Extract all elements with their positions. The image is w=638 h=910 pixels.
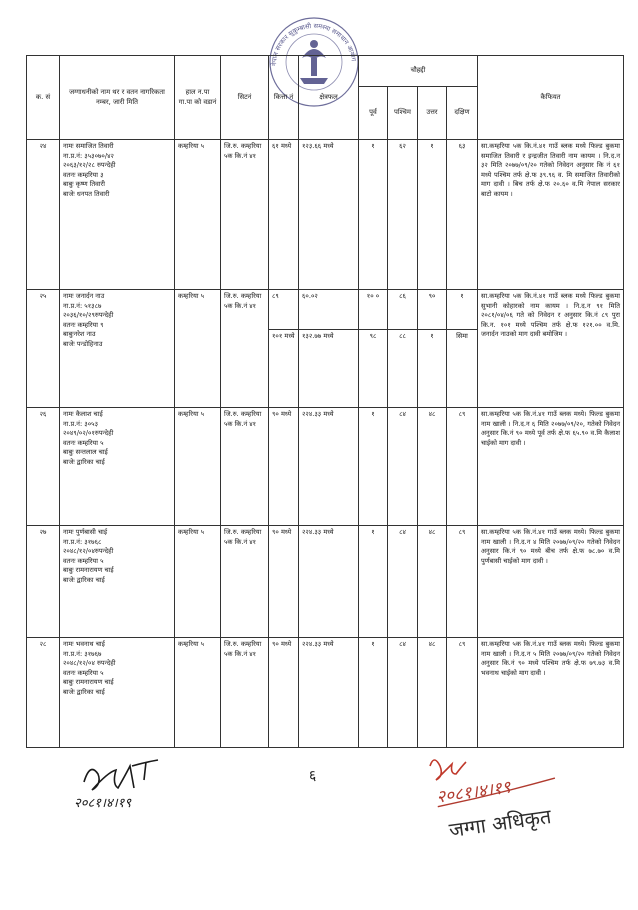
applicant-cell: [60, 638, 175, 748]
citizenship-no: ना.प्र.नं: ५१३८७: [63, 301, 102, 310]
issue-date: २०३६/१०/२९रुपन्देही: [63, 311, 114, 320]
citizenship-no: ना.प्र.नं: ३५३०७०/४२: [63, 151, 114, 160]
grandfather-name: बाजेः पन्डोहिनाउ: [63, 339, 103, 348]
plot-cell: ९० मध्ये: [269, 526, 299, 638]
plot-cell: ८९: [269, 290, 299, 330]
sheet-cell: जि.रु. कम्हरिया ५क कि.नं ४१: [221, 526, 269, 638]
applicant-cell: [60, 140, 175, 290]
table-row: [27, 290, 624, 330]
table-row: [27, 638, 624, 748]
current-place-cell: कम्हरिया ५: [175, 140, 221, 290]
header-area: क्षेत्रफल: [299, 56, 359, 140]
area-cell: २२४.३३ मध्ये: [299, 408, 359, 526]
south-cell: ८९: [447, 638, 478, 748]
address: वतनः कम्हरिया ९: [63, 320, 104, 329]
father-name: बाबुः कृष्ण तिवारी: [63, 180, 105, 189]
plot-cell: ९० मध्ये: [269, 638, 299, 748]
issue-date: २०४८/१२/०४रुपन्देही: [63, 547, 114, 556]
west-cell: ८४: [388, 526, 418, 638]
current-place-cell: कम्हरिया ५: [175, 638, 221, 748]
father-name: बाबुः सन्तलाल चाई: [63, 448, 108, 457]
citizenship-no: ना.प्र.नं: ३०५३: [63, 419, 99, 428]
header-plot: कित्ता नं: [269, 56, 299, 140]
header-south: दक्षिण: [447, 87, 478, 140]
applicant-cell: [60, 408, 175, 526]
area-cell: २२४.३३ मध्ये: [299, 638, 359, 748]
east-cell: ९८: [359, 330, 388, 408]
applicant-cell: [60, 526, 175, 638]
serial-cell: २७: [27, 526, 60, 638]
table-row: [27, 408, 624, 526]
south-cell: ८९: [447, 408, 478, 526]
father-name: बाबुः रामनारायण चाई: [63, 678, 114, 687]
svg-text:२०८१।४।१९: २०८१।४।१९: [435, 777, 512, 808]
north-cell: ४८: [418, 638, 447, 748]
header-sheet: सिटनं: [221, 56, 269, 140]
area-cell: ६०.०२: [299, 290, 359, 330]
plot-cell: ९० मध्ये: [269, 408, 299, 526]
remarks-cell: सा.कम्हरिया ५क कि.नं.४१ गाउँ ब्लक मध्ये। फिल्ड बुकमा नाम खाली । नि.द.न ४ मिति २०७७/०९/२० गतेको निवेदन अनुसार कि.नं ९० मध्ये बीच तर्फ क्षे.फ ७८.७० व.मि पुर्णबासी चाईको माग दावी ।: [478, 526, 624, 638]
west-cell: ८६: [388, 290, 418, 330]
father-name: बाबुःनरेश नाउ: [63, 330, 96, 339]
serial-cell: २६: [27, 408, 60, 526]
issue-date: २०४८/१२/०४ रुपन्देही: [63, 659, 116, 668]
header-serial: क. सं: [27, 56, 60, 140]
current-place-cell: कम्हरिया ५: [175, 290, 221, 408]
applicant-name: नामः जनार्दन नाउ: [63, 292, 105, 300]
east-cell: १० ०: [359, 290, 388, 330]
area-cell: २२४.३३ मध्ये: [299, 526, 359, 638]
applicant-name: नामः कैलाश चाई: [63, 410, 103, 418]
west-cell: ८४: [388, 638, 418, 748]
current-place-cell: कम्हरिया ५: [175, 408, 221, 526]
address: वतनः कम्हरिया ५: [63, 556, 104, 565]
citizenship-no: ना.प्र.नं: ३१७६८: [63, 537, 102, 546]
header-north: उत्तर: [418, 87, 447, 140]
table-row: [27, 526, 624, 638]
header-current-place: हाल न.पा गा.पा को वडानं: [175, 56, 221, 140]
east-cell: १: [359, 140, 388, 290]
svg-text:नेपाल सरकार सुकुम्बासी समस्या: नेपाल सरकार सुकुम्बासी समस्या समाधान आयोग: [269, 21, 358, 67]
south-cell: १: [447, 290, 478, 330]
header-boundaries: चौहद्दी: [359, 56, 478, 87]
svg-text:२०८१।४।१९: २०८१।४।१९: [74, 796, 132, 811]
serial-cell: २८: [27, 638, 60, 748]
serial-cell: २४: [27, 140, 60, 290]
applicant-name: नामः समाजित तिवारी: [63, 142, 114, 150]
applicant-cell: [60, 290, 175, 408]
table-row: [27, 140, 624, 290]
sheet-cell: जि.रु. कम्हरिया ५क कि.नं ४१: [221, 140, 269, 290]
north-cell: १: [418, 330, 447, 408]
right-signature: [420, 744, 580, 859]
remarks-cell: सा.कम्हरिया ५क कि.नं.४१ गाउँ ब्लक मध्ये। फिल्ड बुकमा नाम खाली । नि.द.न ६ मिति २०७७/०९/२०, गतेको निवेदन अनुसार कि.नं ९० मध्ये पूर्व तर्फ क्षे.फ ६५.९० व.मि कैलाश चाईको माग दावी ।: [478, 408, 624, 526]
table-header-row: [27, 56, 624, 87]
header-east: पूर्व: [359, 87, 388, 140]
grandfather-name: बाजेः धनपत तिवारी: [63, 189, 110, 198]
address: वतनः कम्हरिया ५: [63, 668, 104, 677]
current-place-cell: कम्हरिया ५: [175, 526, 221, 638]
south-cell: ८९: [447, 526, 478, 638]
serial-cell: २५: [27, 290, 60, 408]
area-cell: १३२.७७ मध्ये: [299, 330, 359, 408]
header-applicant: जग्गाधनीको नाम थर र वतन नागरिकता नम्बर, जारी मिति: [60, 56, 175, 140]
west-cell: ८८: [388, 330, 418, 408]
remarks-cell: सा.कम्हरिया ५क कि.नं.४१ गाउँ ब्लक मध्ये। फिल्ड बुकमा नाम खाली । नि.द.न ५ मिति २०७७/०९/२० गतेको निवेदन अनुसार कि.नं ९० मध्ये पश्चिम तर्फ क्षे.फ ७९.७३ व.मि भवनाथ चाईको माग दावी ।: [478, 638, 624, 748]
sheet-cell: जि.रु. कम्हरिया ५क कि.नं ४१: [221, 290, 269, 408]
plot-cell: १०१ मध्ये: [269, 330, 299, 408]
area-cell: १२३.६६ मध्ये: [299, 140, 359, 290]
east-cell: १: [359, 526, 388, 638]
north-cell: ४८: [418, 526, 447, 638]
west-cell: ८४: [388, 408, 418, 526]
south-cell: सिमा: [447, 330, 478, 408]
plot-cell: ६१ मध्ये: [269, 140, 299, 290]
address: वतनः कम्हरिया ५: [63, 438, 104, 447]
north-cell: १: [418, 140, 447, 290]
grandfather-name: बाजेः द्वारिका चाई: [63, 575, 105, 584]
north-cell: ४८: [418, 408, 447, 526]
sheet-cell: जि.रु. कम्हरिया ५क कि.नं ४१: [221, 638, 269, 748]
father-name: बाबुः रामनारायण चाई: [63, 566, 114, 575]
land-records-table: [26, 55, 624, 748]
citizenship-no: ना.प्र.नं: ३१७६७: [63, 649, 102, 658]
address: वतनः कम्हरिया ३: [63, 170, 104, 179]
south-cell: ६३: [447, 140, 478, 290]
east-cell: १: [359, 638, 388, 748]
svg-text:जग्गा अधिकृत: जग्गा अधिकृत: [447, 804, 553, 843]
issue-date: २०६३/१२/२८ रुपन्देही: [63, 161, 116, 170]
west-cell: ६२: [388, 140, 418, 290]
grandfather-name: बाजेः द्वारिका चाई: [63, 457, 105, 466]
left-signature: [62, 752, 192, 812]
sheet-cell: जि.रु. कम्हरिया ५क कि.नं ४१: [221, 408, 269, 526]
remarks-cell: सा.कम्हरिया ५क कि.नं.४१ गाउँ ब्लक मध्ये फिल्ड बुकमा समाजित तिवारी र इन्द्रजीत तिवारी नाम कायम । नि.द.न ३२ मिति २०७७/०९/२० गतेको निवेदन अनुसार कि नं ६१ मध्ये पश्चिम तर्फ क्षे.फ ३९.९६ व. मि समाजित तिवारीको माग दावी । बिच तर्फ क्षे.फ २०.६० व.मि नेपाल सरकार बाटो कायम ।: [478, 140, 624, 290]
applicant-name: नामः भवनाथ चाई: [63, 640, 105, 648]
east-cell: १: [359, 408, 388, 526]
remarks-cell: सा.कम्हरिया ५क कि.नं.४१ गाउँ ब्लक मध्ये फिल्ड बुकमा सुभानी कोहारको नाम कायम । नि.द.न ९१ मिति २०८१/०४/०६ गते को निवेदन र अनुसार कि.नं ८९ पुरा कि.न. १०१ मध्ये पश्चिम तर्फ क्षे.फ १२१.०० व.मि. जनार्दन नाउको माग दावी बमोजिम ।: [478, 290, 624, 408]
north-cell: ९०: [418, 290, 447, 330]
header-west: पश्चिम: [388, 87, 418, 140]
grandfather-name: बाजेः द्वारिका चाई: [63, 687, 105, 696]
applicant-name: नामः पुर्णबासी चाई: [63, 528, 108, 536]
header-remarks: कैफियत: [478, 56, 624, 140]
issue-date: २०४९/०२/०१रुपन्देही: [63, 429, 114, 438]
page-number: ६: [309, 768, 317, 784]
